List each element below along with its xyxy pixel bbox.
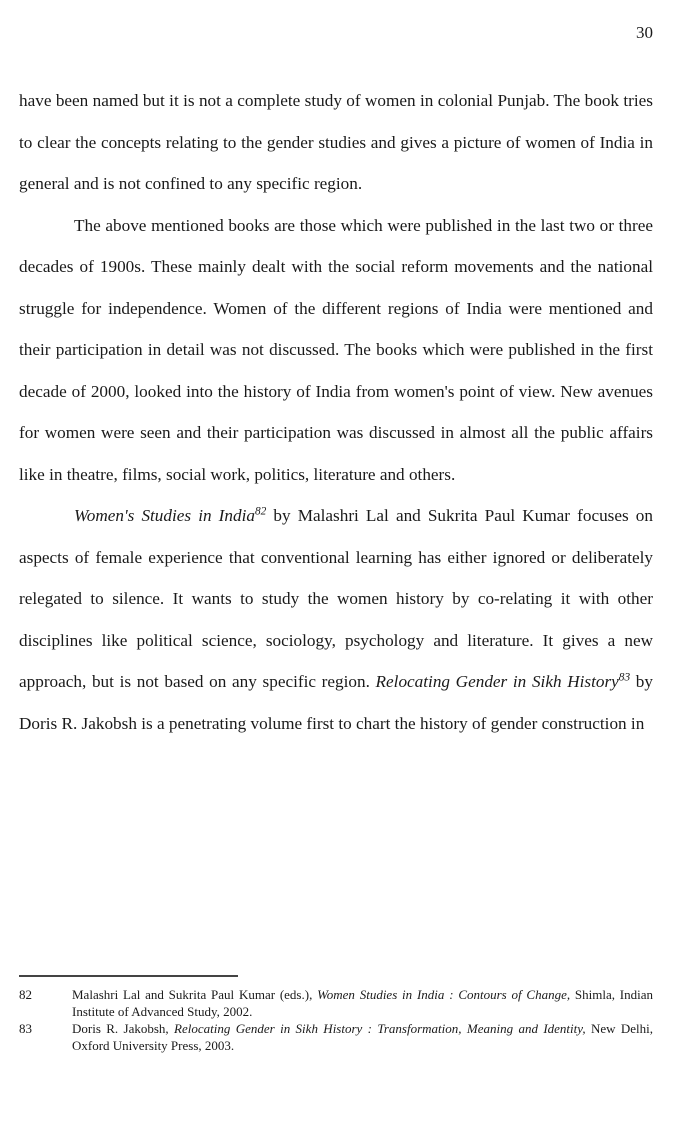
paragraph-3 [19, 495, 653, 744]
footnote-83-tail: New Delhi, Oxford University Press, 2003. [72, 1021, 653, 1053]
footnote-82-text [72, 987, 653, 1020]
footnote-area [19, 975, 653, 1055]
paragraph-1 [19, 80, 653, 205]
footnote-83-lead: Doris R. Jakobsh, [72, 1021, 175, 1036]
paragraph-2-text: The above mentioned books are those which were published in the last two or three decades of 1900s. These mainly dealt with the social reform movements and the national struggle for independence. Women of the different regions of India were mentioned and their participation in detail was not discussed. The books which were published in the first decade of 2000, looked into the history of India from women's point of view. New avenues for women were seen and their participation was discussed in almost all the public affairs like in theatre, films, social work, politics, literature and others. [19, 215, 653, 484]
footnote-83-title: Relocating Gender in Sikh History : Transformation, Meaning and Identity, [174, 1021, 586, 1036]
footnote-82-lead: Malashri Lal and Sukrita Paul Kumar (eds.), [72, 987, 318, 1002]
footnote-83 [19, 1021, 653, 1054]
page-number: 30 [636, 23, 653, 42]
paragraph-2 [19, 205, 653, 496]
footnote-ref-83[interactable]: 83 [618, 671, 631, 684]
footnote-82-title: Women Studies in India : Contours of Change, [317, 987, 571, 1002]
paragraph-1-text: have been named but it is not a complete study of women in colonial Punjab. The book tries to clear the concepts relating to the gender studies and gives a picture of women of India in general and is not confined to any specific region. [19, 91, 653, 193]
paragraph-3-middle-text: by Malashri Lal and Sukrita Paul Kumar focuses on aspects of female experience that conventional learning has either ignored or deliberately relegated to silence. It wants to study the women history by co-relating it with other disciplines like political science, sociology, psychology and literature. It gives a new approach, but is not based on any specific region. [19, 506, 653, 691]
footnote-83-text [72, 1021, 653, 1054]
footnote-82-number: 82 [19, 987, 32, 1002]
footnote-ref-82[interactable]: 82 [254, 505, 267, 518]
book-title-womens-studies-in-india: Women's Studies in India [74, 506, 255, 525]
body-text-block [19, 80, 653, 744]
footnote-82-tail: Shimla, Indian Institute of Advanced Study, 2002. [72, 987, 654, 1019]
book-title-relocating-gender-in-sikh-history: Relocating Gender in Sikh History [375, 672, 619, 691]
paragraph-3-tail-text: by Doris R. Jakobsh is a penetrating volume first to chart the history of gender construction in [19, 672, 653, 733]
footnote-82 [19, 987, 653, 1020]
footnote-83-number: 83 [19, 1021, 32, 1036]
footnote-separator-rule [19, 975, 238, 977]
